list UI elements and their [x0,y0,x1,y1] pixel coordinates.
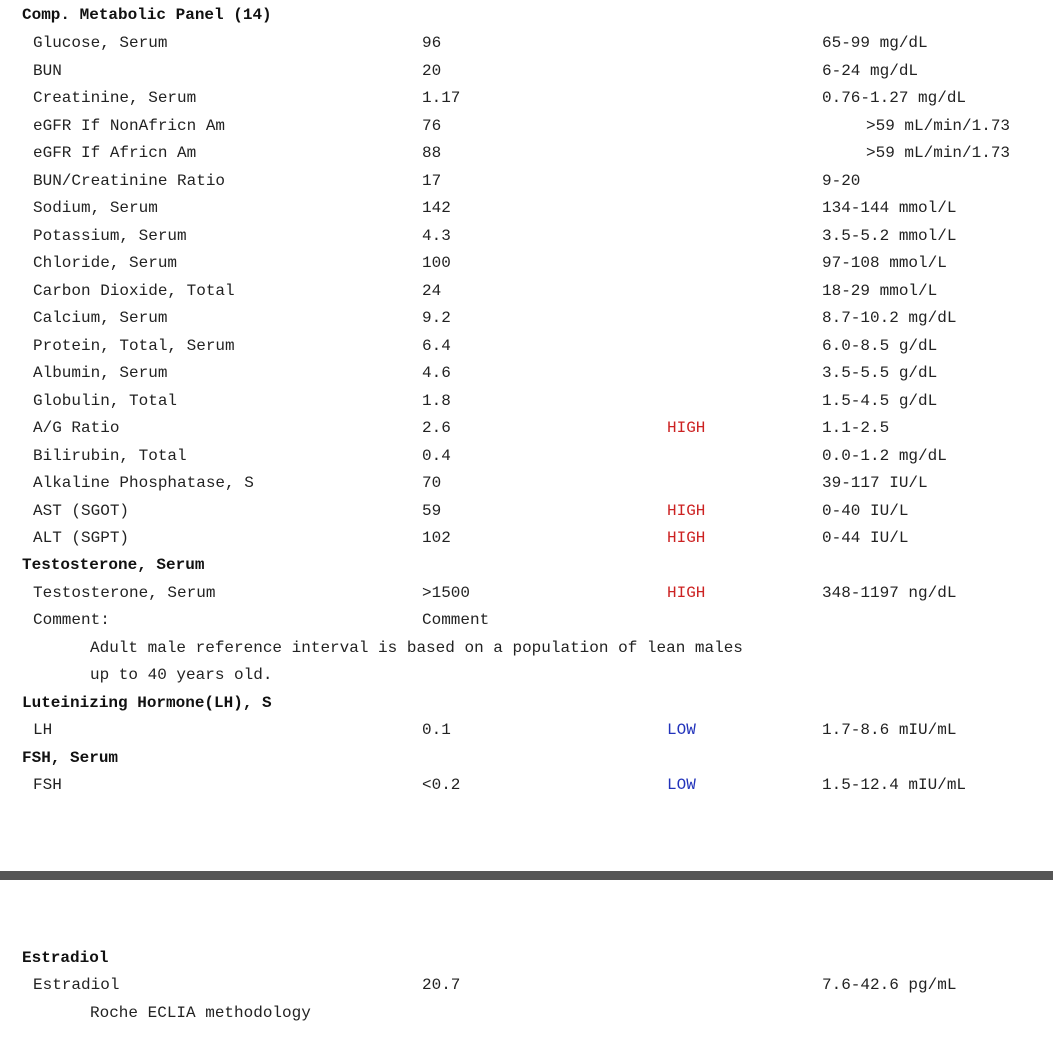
result-row [0,225,1053,247]
test-value: 100 [422,254,451,272]
result-row [0,307,1053,329]
test-name: FSH [33,776,62,794]
panel-header-cmp [0,4,1053,26]
reference-range: 18-29 mmol/L [822,282,938,300]
flag-high: HIGH [667,584,706,602]
test-name: Testosterone, Serum [33,584,216,602]
test-value: 0.1 [422,721,451,739]
panel-header-testosterone [0,554,1053,576]
test-value: 20.7 [422,976,461,994]
test-name: Estradiol [33,976,120,994]
panel-title: Luteinizing Hormone(LH), S [22,694,272,712]
page-divider [0,871,1053,880]
test-name: eGFR If Africn Am [33,144,197,162]
result-row [0,500,1053,522]
reference-range: 1.7-8.6 mIU/mL [822,721,957,739]
comment-value: Comment [422,611,490,629]
test-value: 4.6 [422,364,451,382]
reference-range: 1.5-4.5 g/dL [822,392,938,410]
test-value: >1500 [422,584,471,602]
reference-range: 3.5-5.5 g/dL [822,364,938,382]
test-name: ALT (SGPT) [33,529,130,547]
test-value: 17 [422,172,442,190]
reference-range: 0-40 IU/L [822,502,909,520]
result-row [0,32,1053,54]
note-line [0,1002,1053,1024]
result-row [0,362,1053,384]
reference-range: 9-20 [822,172,861,190]
comment-row [0,609,1053,631]
test-name: AST (SGOT) [33,502,130,520]
result-row [0,170,1053,192]
reference-range: >59 mL/min/1.73 [866,144,1011,162]
note-line [0,637,1053,659]
flag-low: LOW [667,776,696,794]
test-name: A/G Ratio [33,419,120,437]
test-value: 1.17 [422,89,461,107]
reference-range: 0.0-1.2 mg/dL [822,447,947,465]
result-row [0,390,1053,412]
test-name: Calcium, Serum [33,309,168,327]
method-note: Roche ECLIA methodology [90,1004,311,1022]
reference-range: >59 mL/min/1.73 [866,117,1011,135]
test-name: Albumin, Serum [33,364,168,382]
test-value: 96 [422,34,442,52]
test-name: Glucose, Serum [33,34,168,52]
reference-range: 1.1-2.5 [822,419,890,437]
reference-range: 1.5-12.4 mIU/mL [822,776,967,794]
result-row [0,115,1053,137]
test-value: 102 [422,529,451,547]
test-name: Chloride, Serum [33,254,178,272]
result-row [0,974,1053,996]
result-row [0,87,1053,109]
reference-range: 0.76-1.27 mg/dL [822,89,967,107]
reference-range: 0-44 IU/L [822,529,909,547]
result-row [0,280,1053,302]
result-row [0,527,1053,549]
result-row [0,445,1053,467]
test-name: Carbon Dioxide, Total [33,282,235,300]
result-row [0,774,1053,796]
panel-header-fsh [0,747,1053,769]
test-value: 88 [422,144,442,162]
test-value: 6.4 [422,337,451,355]
test-name: Globulin, Total [33,392,178,410]
flag-high: HIGH [667,419,706,437]
reference-note: up to 40 years old. [90,666,273,684]
panel-header-estradiol [0,947,1053,969]
test-value: <0.2 [422,776,461,794]
panel-header-lh [0,692,1053,714]
test-value: 1.8 [422,392,451,410]
panel-title: Testosterone, Serum [22,556,205,574]
test-value: 24 [422,282,442,300]
reference-range: 65-99 mg/dL [822,34,928,52]
reference-range: 8.7-10.2 mg/dL [822,309,957,327]
test-value: 4.3 [422,227,451,245]
test-value: 9.2 [422,309,451,327]
panel-title: Comp. Metabolic Panel (14) [22,6,272,24]
panel-title: Estradiol [22,949,109,967]
reference-range: 6.0-8.5 g/dL [822,337,938,355]
note-line [0,664,1053,686]
flag-high: HIGH [667,529,706,547]
test-value: 0.4 [422,447,451,465]
test-value: 59 [422,502,442,520]
test-value: 20 [422,62,442,80]
test-name: LH [33,721,53,739]
test-name: BUN/Creatinine Ratio [33,172,226,190]
test-name: Protein, Total, Serum [33,337,235,355]
test-name: eGFR If NonAfricn Am [33,117,226,135]
result-row [0,142,1053,164]
result-row [0,60,1053,82]
reference-range: 97-108 mmol/L [822,254,947,272]
reference-range: 134-144 mmol/L [822,199,957,217]
test-value: 142 [422,199,451,217]
test-name: Bilirubin, Total [33,447,187,465]
reference-note: Adult male reference interval is based on a population of lean males [90,639,743,657]
result-row [0,335,1053,357]
result-row [0,582,1053,604]
flag-low: LOW [667,721,696,739]
reference-range: 3.5-5.2 mmol/L [822,227,957,245]
result-row [0,719,1053,741]
test-value: 76 [422,117,442,135]
result-row [0,197,1053,219]
flag-high: HIGH [667,502,706,520]
result-row [0,252,1053,274]
reference-range: 348-1197 ng/dL [822,584,957,602]
test-name: Creatinine, Serum [33,89,197,107]
panel-title: FSH, Serum [22,749,119,767]
test-value: 2.6 [422,419,451,437]
reference-range: 6-24 mg/dL [822,62,919,80]
test-name: Alkaline Phosphatase, S [33,474,254,492]
test-value: 70 [422,474,442,492]
reference-range: 39-117 IU/L [822,474,928,492]
result-row [0,417,1053,439]
comment-label: Comment: [33,611,110,629]
test-name: Sodium, Serum [33,199,158,217]
result-row [0,472,1053,494]
test-name: Potassium, Serum [33,227,187,245]
reference-range: 7.6-42.6 pg/mL [822,976,957,994]
test-name: BUN [33,62,62,80]
